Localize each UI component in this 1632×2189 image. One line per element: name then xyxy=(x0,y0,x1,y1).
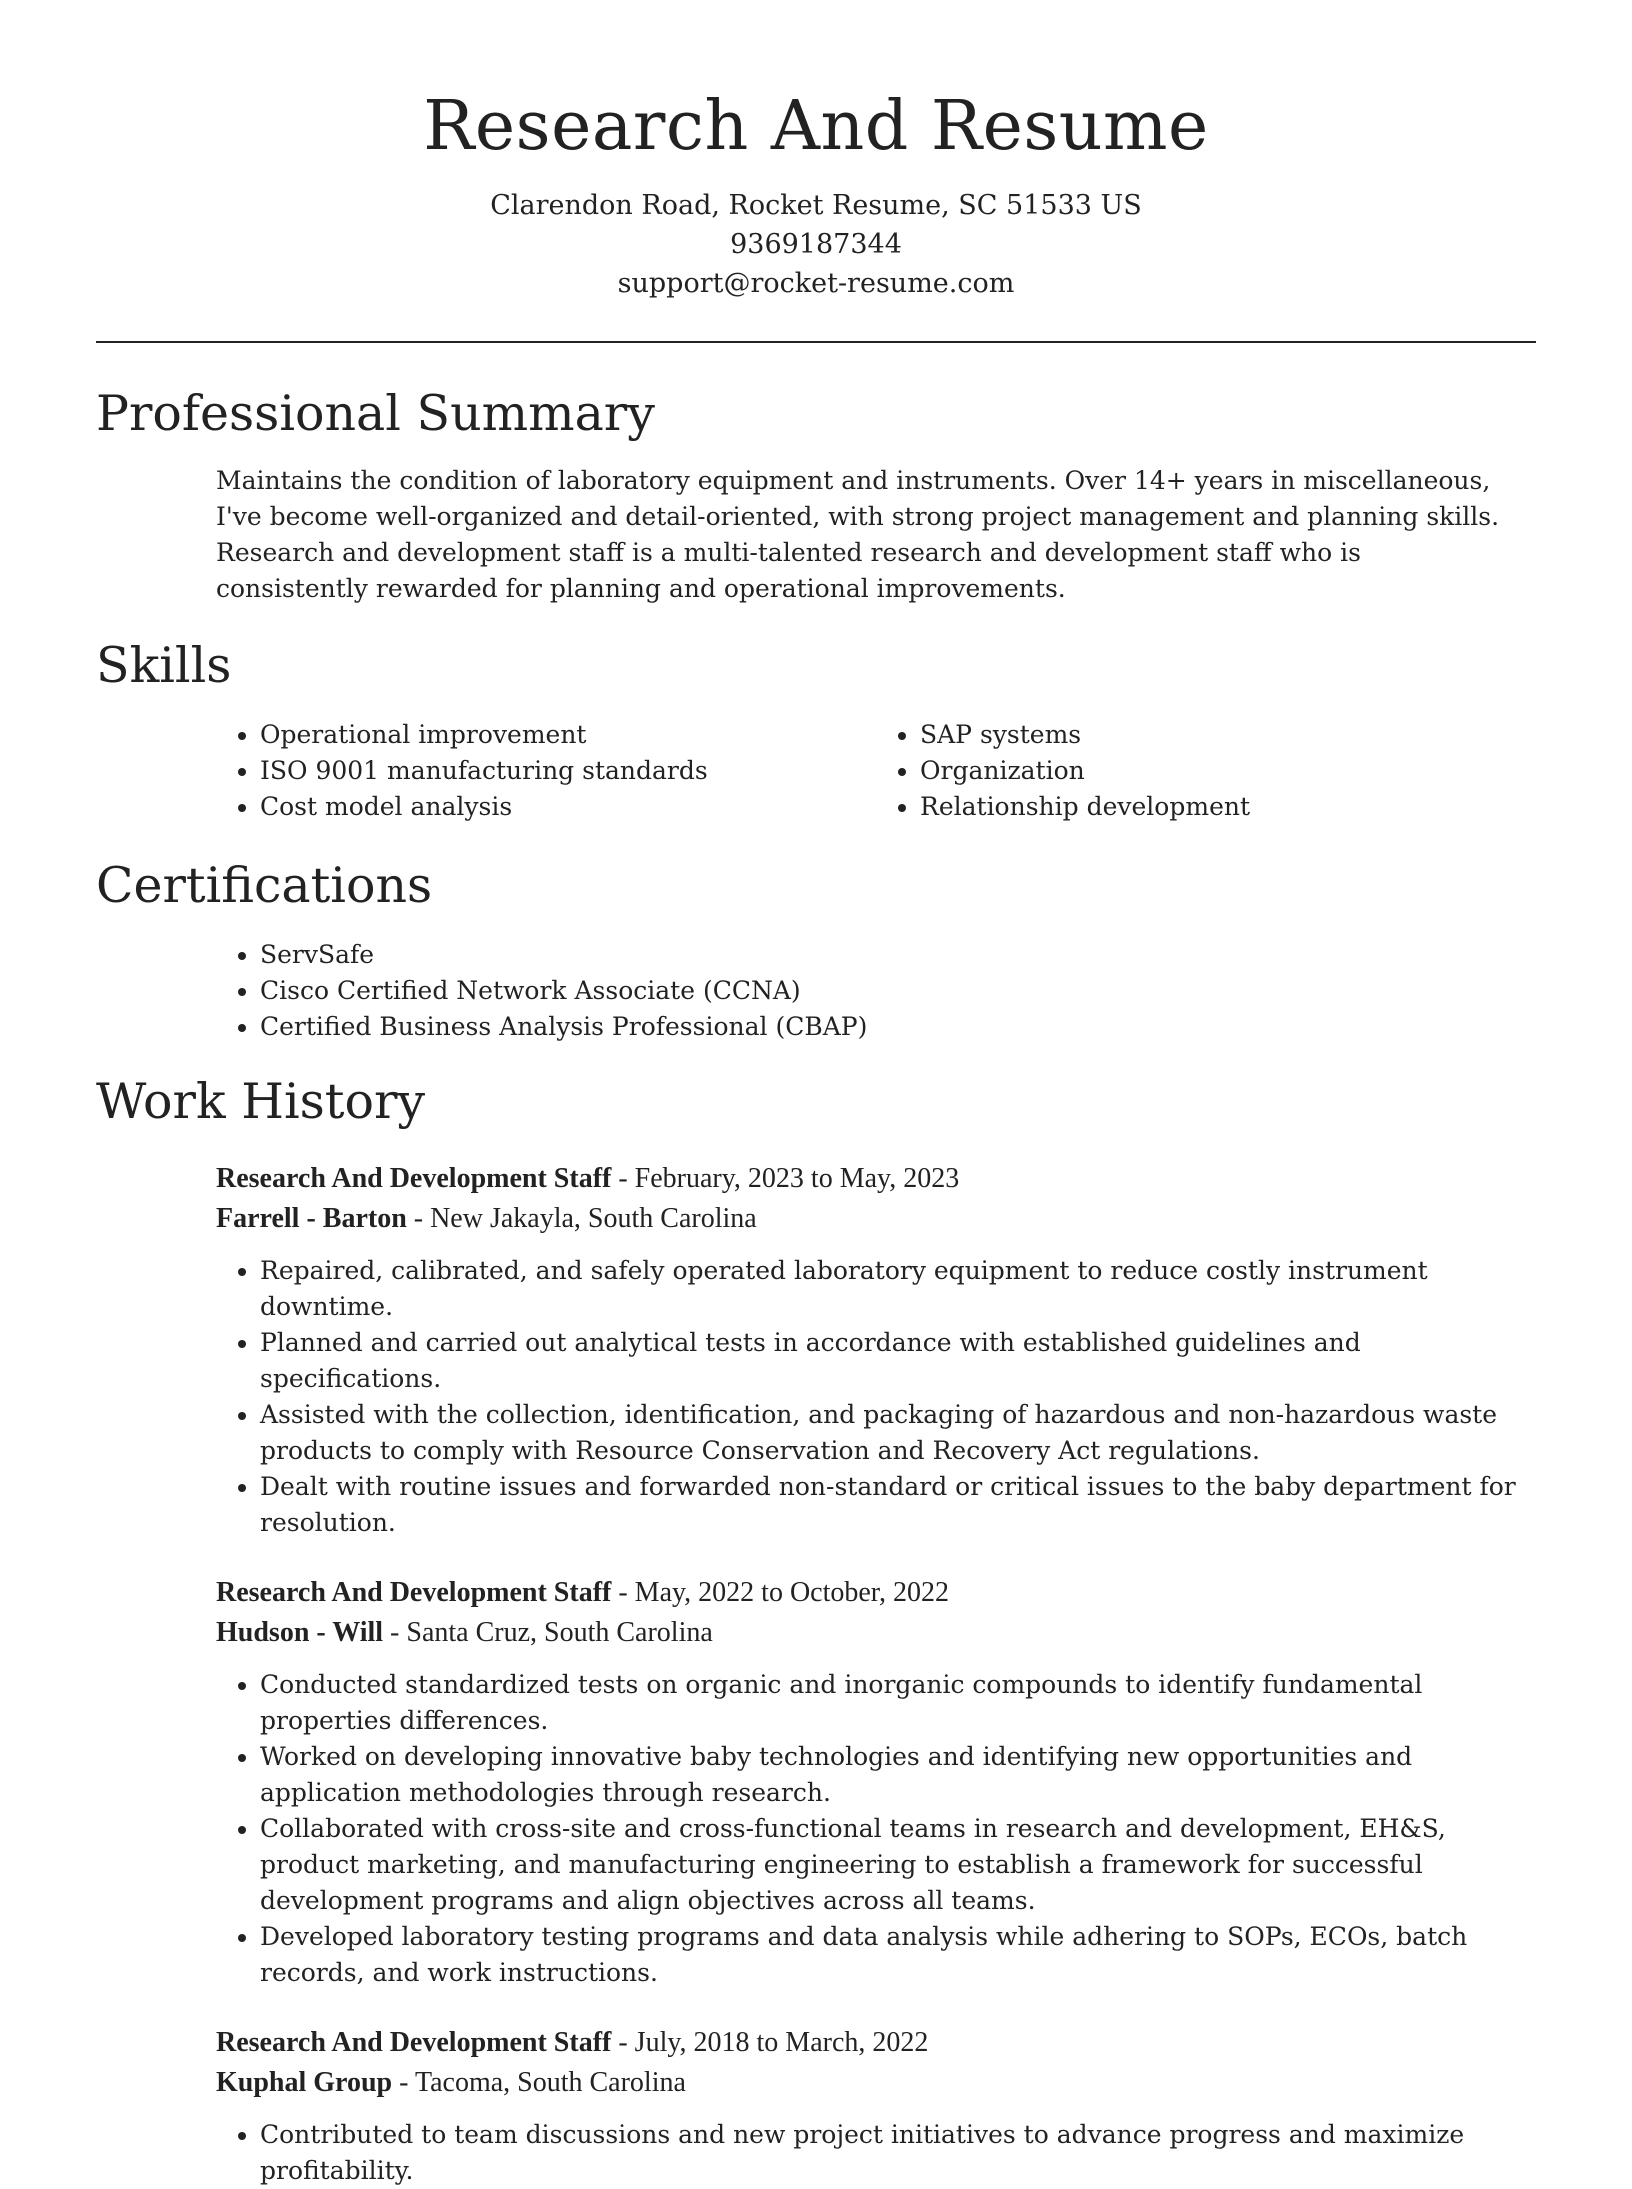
skills-heading: Skills xyxy=(96,637,232,694)
job-duty: • Collaborated with cross-site and cross-functional teams in research and development, EH&S, product marketing, and manufacturing engineering to establish a framework for successful development programs and align objectives across all teams. xyxy=(260,1811,1536,1919)
address: Clarendon Road, Rocket Resume, SC 51533 US xyxy=(490,190,1142,221)
skill-item: • ISO 9001 manufacturing standards xyxy=(260,753,876,789)
job-title-line xyxy=(216,2023,1536,2063)
skills-column-left xyxy=(216,717,876,825)
job-role: Research And Development Staff xyxy=(216,1577,612,1608)
job-dates: - July, 2018 to March, 2022 xyxy=(611,2027,929,2058)
job-company-line xyxy=(216,1613,1536,1653)
job-duties xyxy=(216,1667,1536,1991)
job-company-line xyxy=(216,2063,1536,2103)
resume-page xyxy=(96,0,1536,2189)
summary-heading: Professional Summary xyxy=(96,385,655,442)
candidate-name: Research And Resume xyxy=(423,87,1209,166)
job-company-line xyxy=(216,1199,1536,1239)
job-duty: • Developed laboratory testing programs and data analysis while adhering to SOPs, ECOs, batch records, and work instructions. xyxy=(260,1919,1536,1991)
job-company: Hudson - Will xyxy=(216,1617,384,1648)
job-duty: • Planned and carried out analytical tests in accordance with established guidelines and specifications. xyxy=(260,1325,1536,1397)
job-duty: • Assisted with the collection, identification, and packaging of hazardous and non-hazardous waste products to comply with Resource Conservation and Recovery Act regulations. xyxy=(260,1397,1536,1469)
summary-text: Maintains the condition of laboratory equipment and instruments. Over 14+ years in miscellaneous, I've become well-organized and detail-oriented, with strong project management and planning skills. Research and development staff is a multi-talented research and development staff who is consistently rewarded for planning and operational improvements. xyxy=(216,466,1500,603)
skill-item: • Operational improvement xyxy=(260,717,876,753)
job-entry xyxy=(216,2023,1536,2189)
job-title-line xyxy=(216,1159,1536,1199)
job-location: - Tacoma, South Carolina xyxy=(392,2067,686,2098)
job-dates: - May, 2022 to October, 2022 xyxy=(611,1577,950,1608)
contact-info xyxy=(96,186,1536,303)
skill-item: • Cost model analysis xyxy=(260,789,876,825)
email: support@rocket-resume.com xyxy=(617,268,1015,299)
phone: 9369187344 xyxy=(730,229,902,260)
certification-item: • Certified Business Analysis Professional (CBAP) xyxy=(260,1009,1536,1045)
skills-list xyxy=(96,717,1536,825)
job-duties xyxy=(216,2117,1536,2189)
job-dates: - February, 2023 to May, 2023 xyxy=(611,1163,960,1194)
job-entry xyxy=(216,1573,1536,1991)
certification-item: • ServSafe xyxy=(260,937,1536,973)
skill-item: • Organization xyxy=(920,753,1536,789)
job-duties xyxy=(216,1253,1536,1541)
certifications-list xyxy=(96,937,1536,1045)
certification-item: • Cisco Certified Network Associate (CCNA) xyxy=(260,973,1536,1009)
job-duty: • Contributed to team discussions and new project initiatives to advance progress and maximize profitability. xyxy=(260,2117,1536,2189)
skill-item: • Relationship development xyxy=(920,789,1536,825)
header-divider xyxy=(96,341,1536,343)
job-location: - Santa Cruz, South Carolina xyxy=(383,1617,713,1648)
job-role: Research And Development Staff xyxy=(216,2027,612,2058)
job-title-line xyxy=(216,1573,1536,1613)
job-duty: • Dealt with routine issues and forwarded non-standard or critical issues to the baby department for resolution. xyxy=(260,1469,1536,1541)
job-role: Research And Development Staff xyxy=(216,1163,612,1194)
job-company: Kuphal Group xyxy=(216,2067,393,2098)
job-location: - New Jakayla, South Carolina xyxy=(406,1203,757,1234)
job-duty: • Worked on developing innovative baby technologies and identifying new opportunities and application methodologies through research. xyxy=(260,1739,1536,1811)
skill-item: • SAP systems xyxy=(920,717,1536,753)
job-duty: • Repaired, calibrated, and safely operated laboratory equipment to reduce costly instrument downtime. xyxy=(260,1253,1536,1325)
job-company: Farrell - Barton xyxy=(216,1203,407,1234)
certifications-heading: Certifications xyxy=(96,857,433,914)
work-history-heading: Work History xyxy=(96,1073,426,1130)
skills-column-right xyxy=(876,717,1536,825)
job-duty: • Conducted standardized tests on organic and inorganic compounds to identify fundamental properties differences. xyxy=(260,1667,1536,1739)
resume-header xyxy=(96,0,1536,303)
job-entry xyxy=(216,1159,1536,1541)
